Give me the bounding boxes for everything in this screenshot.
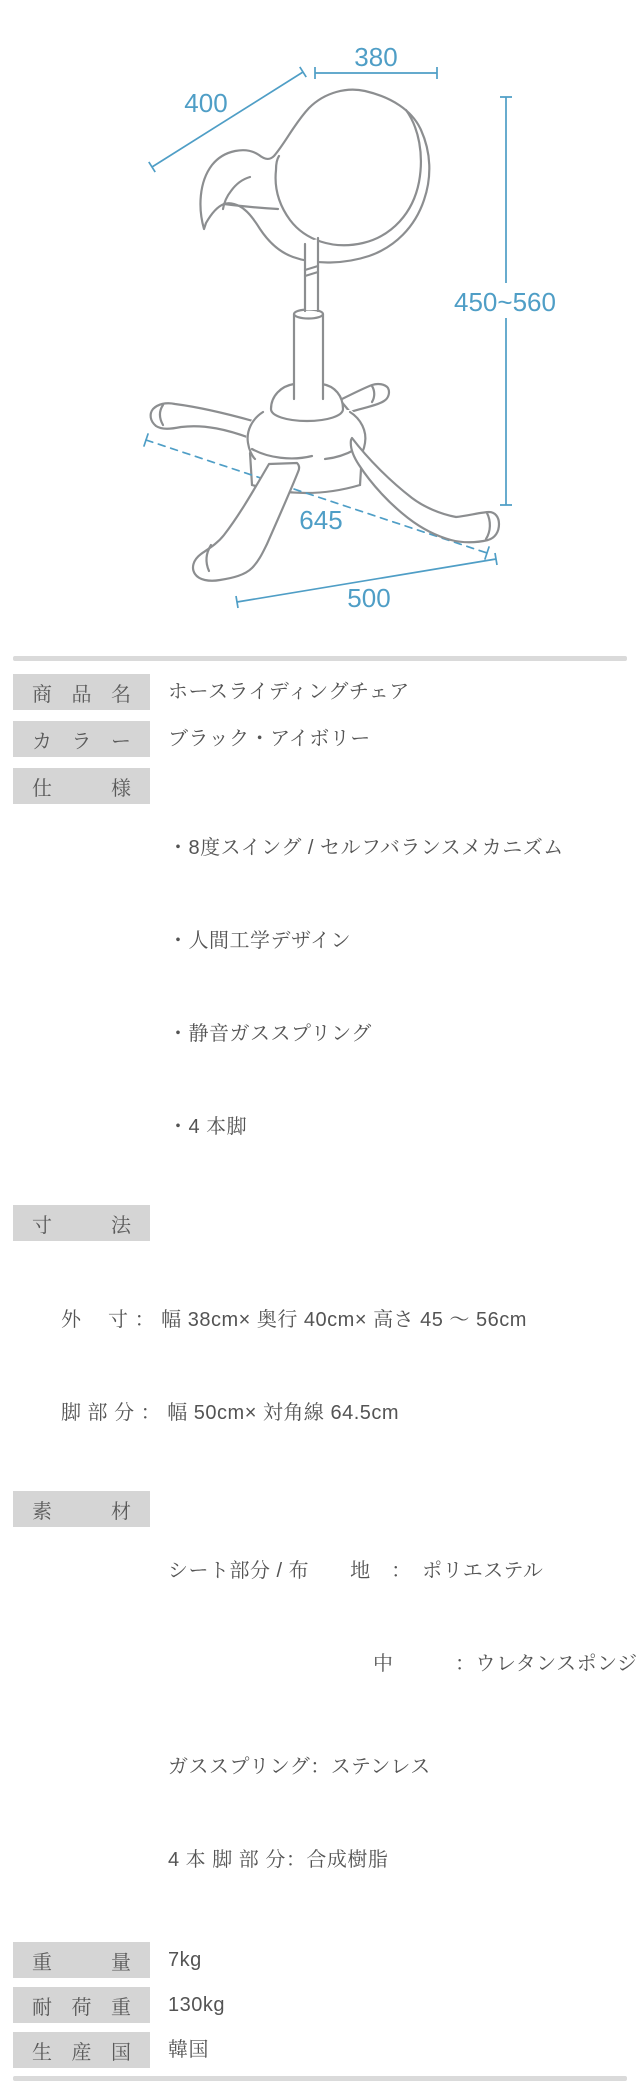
spec-table	[13, 656, 638, 2081]
spec-label-product-name: 商 品 名	[13, 674, 150, 710]
feature-line: ・8度スイング / セルフバランスメカニズム	[168, 837, 564, 859]
spec-label-country: 生 産 国	[13, 2032, 150, 2068]
dim-label-height-range: 450~560	[454, 287, 556, 317]
spec-row-product-name	[13, 674, 627, 710]
spec-row-country	[13, 2032, 627, 2068]
material-line: ガススプリング：ステンレス	[168, 1756, 431, 1778]
leg-front-left	[193, 463, 299, 581]
spec-row-color	[13, 721, 627, 757]
spec-value-features	[168, 768, 564, 1205]
dim-label-base-width: 500	[347, 583, 391, 613]
spec-row-load-capacity	[13, 1987, 627, 2023]
size-line: 脚 部 分 ： 幅 50cm× 対角線 64.5cm	[61, 1402, 400, 1424]
dim-label-seat-depth: 400	[184, 88, 228, 118]
spec-label-weight: 重 量	[13, 1942, 150, 1978]
spec-row-features	[13, 768, 627, 1205]
spec-row-weight	[13, 1942, 627, 1978]
dim-label-base-diagonal: 645	[299, 505, 343, 535]
spec-value-size	[61, 1243, 627, 1491]
spec-value-load-capacity: 130kg	[168, 1994, 225, 2016]
spec-value-country: 韓国	[168, 2039, 209, 2061]
material-line: シート部分 / 布 地 ： ポリエステル	[168, 1560, 544, 1582]
feature-line: ・4 本脚	[168, 1116, 248, 1138]
spec-label-size: 寸 法	[13, 1205, 150, 1241]
feature-line: ・静音ガススプリング	[168, 1023, 372, 1045]
spec-label-features: 仕 様	[13, 768, 150, 804]
spec-value-color: ブラック・アイボリー	[168, 728, 371, 750]
size-line: 外 寸 ： 幅 38cm× 奥行 40cm× 高さ 45 ～ 56cm	[61, 1309, 527, 1331]
material-line: 4 本 脚 部 分：合成樹脂	[168, 1849, 389, 1871]
chair-dimension-diagram	[0, 0, 640, 656]
spec-value-material	[168, 1491, 638, 1938]
spec-label-material: 素 材	[13, 1491, 150, 1527]
spec-row-size	[13, 1205, 627, 1241]
feature-line: ・人間工学デザイン	[168, 930, 352, 952]
leg-front-right	[351, 438, 499, 542]
material-line: 中 ：ウレタンスポンジ	[168, 1653, 638, 1675]
divider-bottom	[13, 2076, 627, 2081]
divider-top	[13, 656, 627, 661]
dim-label-seat-width: 380	[354, 42, 398, 72]
leg-back-left	[151, 403, 253, 438]
spec-label-color: カ ラ ー	[13, 721, 150, 757]
gas-cylinder-body	[294, 314, 323, 400]
leg-back-right	[340, 384, 389, 412]
spec-label-load-capacity: 耐 荷 重	[13, 1987, 150, 2023]
spec-row-material	[13, 1491, 638, 1938]
spec-value-weight: 7kg	[168, 1949, 202, 1971]
spec-value-product-name: ホースライディングチェア	[168, 681, 410, 703]
